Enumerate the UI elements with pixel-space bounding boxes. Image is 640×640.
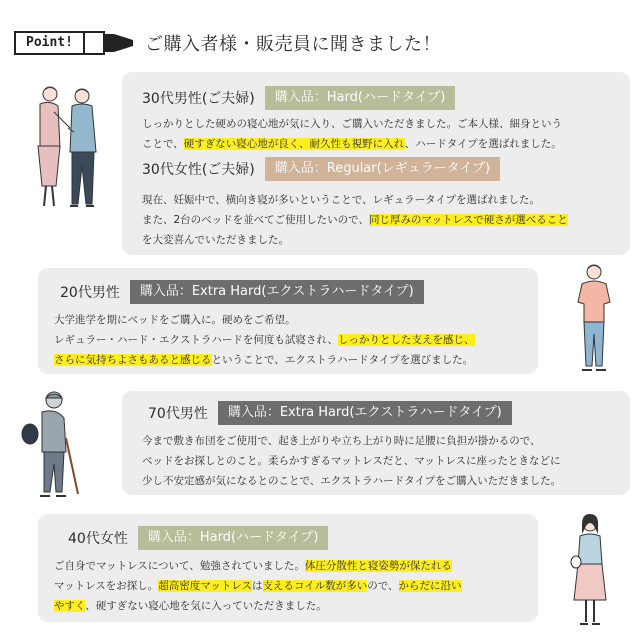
review-text (142, 190, 568, 250)
review-line: レギュラー・ハード・エクストラハードを何度も試寝され、しっかりとした支えを感じ、 (54, 334, 475, 346)
reviewer-row (142, 157, 500, 181)
reviewer-label: 30代男性(ご夫婦) (142, 91, 255, 107)
young-man-figure (570, 262, 618, 376)
highlight: さらに気持ちよさもあると感じる (54, 354, 212, 366)
review-line: また、2台のベッドを並べてご使用したいので、同じ厚みのマットレスで硬さが選べること (142, 214, 568, 226)
review-line: さらに気持ちよさもあると感じるということで、エクストラハードタイプを選びました。 (54, 354, 474, 366)
highlight: やすく (54, 600, 86, 612)
reviewer-row (60, 280, 424, 304)
reviewer-row (68, 526, 328, 550)
reviewer-label: 70代男性 (148, 406, 208, 422)
page-header (14, 30, 441, 56)
review-line: 少し不安定感が気になるとのことで、エクストラハードタイプをご購入いただきました。 (142, 475, 562, 487)
review-card-4 (38, 514, 538, 622)
product-tag: 購入品：Hard(ハードタイプ) (265, 86, 456, 110)
highlight: 支えるコイル数が多い (262, 580, 368, 592)
elderly-man-cane-figure (12, 388, 88, 500)
pen-icon (83, 31, 135, 55)
highlight: 体圧分散性と寝姿勢が保たれる (304, 560, 452, 572)
product-tag: 購入品：Extra Hard(エクストラハードタイプ) (130, 280, 424, 304)
review-card-3 (122, 391, 630, 495)
reviewer-row (142, 86, 455, 110)
couple-figure (10, 82, 114, 214)
page-title: ご購入者様・販売員に聞きました！ (144, 34, 441, 55)
highlight: 超高密度マットレス (158, 580, 253, 592)
review-line: 大学進学を期にベッドをご購入に。硬めをご希望。 (54, 314, 296, 326)
product-tag: 購入品：Regular(レギュラータイプ) (265, 157, 500, 181)
product-tag: 購入品：Hard(ハードタイプ) (138, 526, 329, 550)
highlight: 同じ厚みのマットレスで硬さが選べること (368, 214, 568, 226)
highlight: からだに沿い (398, 580, 462, 592)
reviewer-label: 20代男性 (60, 285, 120, 301)
review-line: ことで、硬すぎない寝心地が良く、耐久性も視野に入れ、ハードタイプを選ばれました。 (142, 138, 562, 150)
review-text (54, 310, 475, 370)
review-line: やすく、硬すぎない寝心地を気に入っていただきました。 (54, 600, 327, 612)
review-card-2 (38, 268, 538, 374)
review-text (142, 114, 562, 154)
review-line: 現在、妊娠中で、横向き寝が多いということで、レギュラータイプを選ばれました。 (142, 194, 541, 206)
review-line: しっかりとした硬めの寝心地が気に入り、ご購入いただきました。ご本人様、細身という (142, 118, 562, 130)
review-line: マットレスをお探し。超高密度マットレスは支えるコイル数が多いので、からだに沿い (54, 580, 462, 592)
reviewer-label: 40代女性 (68, 531, 128, 547)
product-tag: 購入品：Extra Hard(エクストラハードタイプ) (218, 401, 512, 425)
review-line: ベッドをお探しとのこと。柔らかすぎるマットレスだと、マットレスに座ったときなどに (142, 455, 561, 467)
review-text (54, 556, 462, 616)
point-badge: Point! (14, 31, 85, 55)
review-line: 今まで敷き布団をご使用で、起き上がりや立ち上がり時に足腰に負担が掛かるので、 (142, 435, 541, 447)
highlight: 硬すぎない寝心地が良く、耐久性も視野に入れ (183, 138, 405, 150)
highlight: しっかりとした支えを感じ、 (338, 334, 475, 346)
review-line: ご自身でマットレスについて、勉強されていました。体圧分散性と寝姿勢が保たれる (54, 560, 452, 572)
reviewer-row (148, 401, 512, 425)
review-text (142, 431, 561, 491)
reviewer-label: 30代女性(ご夫婦) (142, 162, 255, 178)
review-line: を大変喜んでいただきました。 (142, 234, 289, 246)
review-card-1 (122, 72, 630, 255)
woman-figure (566, 512, 614, 630)
